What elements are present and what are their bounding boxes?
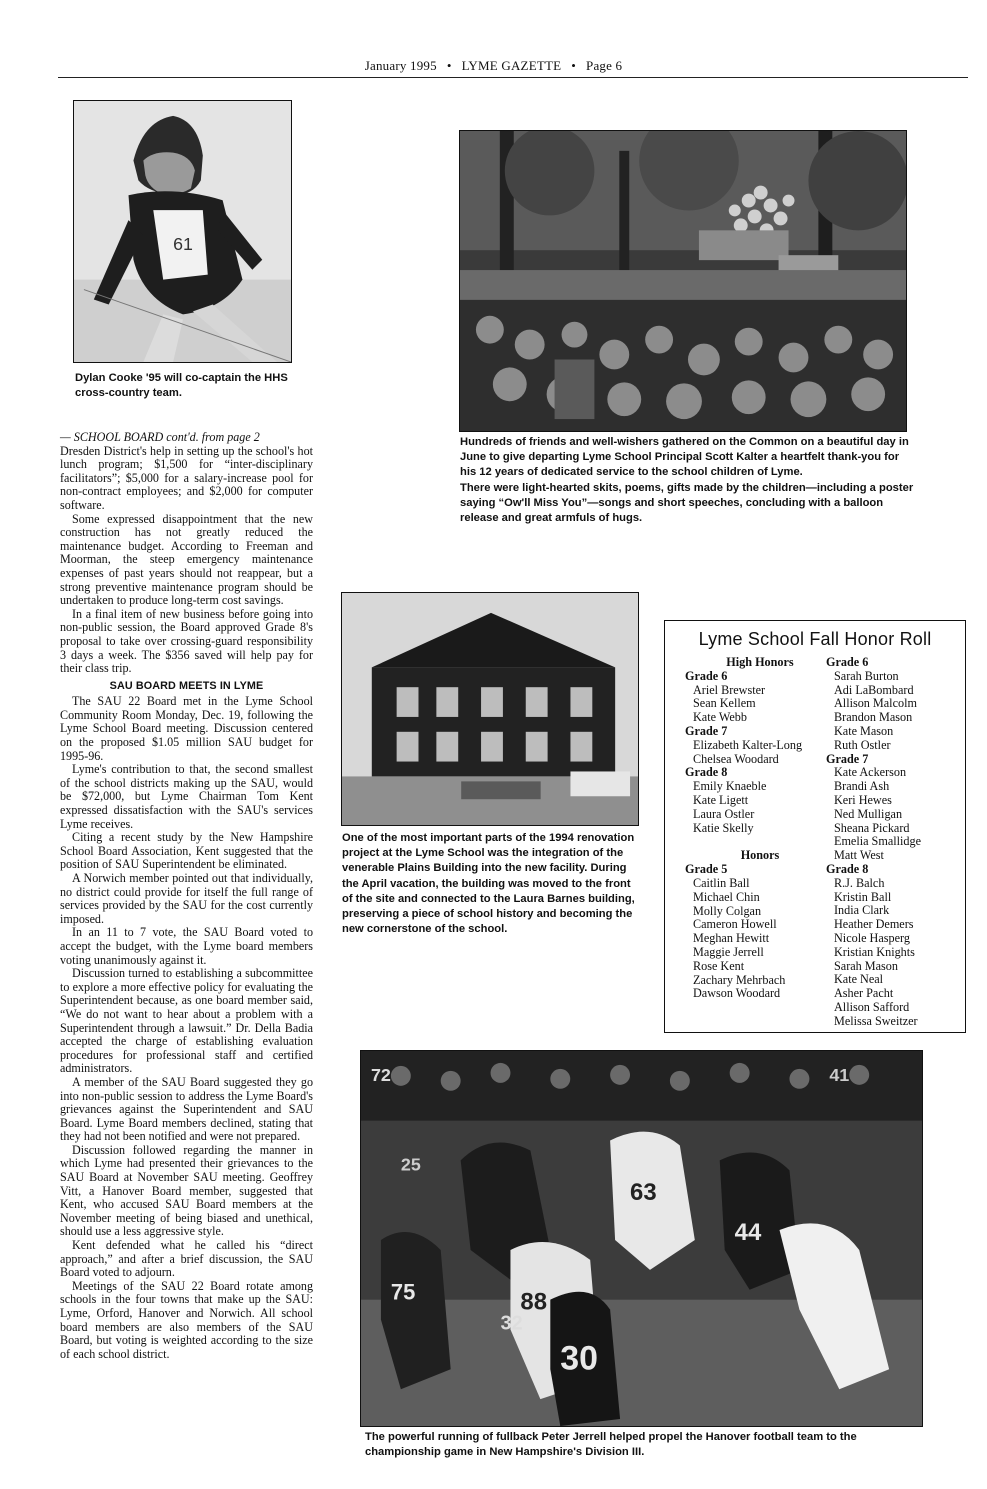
honor-name: Sean Kellem (693, 696, 756, 711)
honor-name: Nicole Hasperg (834, 930, 910, 945)
honor-name: Sarah Mason (834, 958, 898, 973)
honor-name: Adi LaBombard (834, 682, 914, 697)
jersey-number: 63 (630, 1179, 657, 1207)
gathering-caption (460, 435, 915, 526)
article-first-paragraph: — SCHOOL BOARD cont'd. from page 2 Dresden District's help in setting up the school's hot lunch program; $1,500 for “inter-disciplinary facilitators”; $5,000 for a salary-increase pool for non-contract employees; and $2,000 for computer software. (60, 430, 313, 512)
honor-name: Heather Demers (834, 917, 914, 932)
grade-heading: Grade 7 (685, 723, 728, 738)
honor-name: Kristian Knights (834, 944, 915, 959)
article-paragraph: In an 11 to 7 vote, the SAU Board voted to accept the budget, with the Lyme board members voting unanimously against it. (60, 925, 313, 967)
honor-roll-right-column (826, 656, 961, 1029)
gathering-caption-part1: Hundreds of friends and well-wishers gathered on the Common on a beautiful day in June to give departing Lyme School Principal Scott Kalter a heartfelt thank-you for his 12 years of dedicated service to the school children of Lyme. (460, 436, 909, 479)
honors-heading: Honors (740, 848, 780, 863)
plains-building-caption: One of the most important parts of the 1994 renovation project at the Lyme School was the integration of the venerable Plains Building into the new facility. During the April vacation, the building was moved to the front of the site and connected to the Laura Barnes building, preserving a piece of school history and becoming the new cornerstone of the school. (342, 832, 635, 936)
plains-building-photo (341, 592, 639, 826)
grade-heading: Grade 6 (826, 655, 869, 669)
article-paragraph: In a final item of new business before going into non-public session, the Board approved Grade 8's proposal to take over crossing-guard responsibility 3 days a week. The $356 saved will help pay for their class trip. (60, 606, 313, 676)
continued-from-line: — SCHOOL BOARD cont'd. from page 2 (60, 430, 260, 444)
jersey-number: 44 (734, 1219, 762, 1246)
honor-name: Brandon Mason (834, 710, 913, 725)
honor-name: Sheana Pickard (834, 820, 910, 835)
honor-name: Allison Malcolm (834, 696, 917, 711)
gathering-caption-part2: There were light-hearted skits, poems, gifts made by the children—including a poster saying “Ow'll Miss You”—songs and short speeches, concluding with a balloon release and great armfuls of hugs. (460, 481, 914, 525)
honor-name: Meghan Hewitt (693, 931, 770, 946)
publication-name: LYME GAZETTE (461, 58, 562, 73)
jersey-number: 72 (370, 1064, 391, 1085)
honor-name: Ruth Ostler (834, 737, 891, 752)
honor-name: Dawson Woodard (693, 986, 781, 1001)
honor-name: Brandi Ash (834, 779, 890, 794)
honor-name: Rose Kent (693, 958, 745, 973)
honor-name: Matt West (834, 848, 884, 863)
grade-heading: Grade 6 (685, 668, 728, 683)
honor-name: Chelsea Woodard (693, 751, 779, 766)
grade-heading: Grade 7 (826, 751, 869, 766)
honor-name: India Clark (834, 903, 890, 918)
page-number: Page 6 (586, 58, 623, 73)
gathering-photo (459, 130, 907, 432)
bib-number: 61 (173, 233, 193, 254)
header-rule (58, 77, 968, 78)
honor-name: Keri Hewes (834, 792, 892, 807)
honor-roll-box (664, 620, 966, 1033)
grade-heading: Grade 8 (826, 861, 869, 876)
honor-name: Kristin Ball (834, 889, 892, 904)
honor-name: Ariel Brewster (693, 682, 766, 697)
honor-name: Kate Mason (834, 723, 894, 738)
honor-name: Melissa Sweitzer (834, 1013, 918, 1028)
article-paragraph: Discussion followed regarding the manner in which Lyme had presented their grievances to the SAU Board at November SAU meeting. Geoffrey Vitt, a Hanover Board member, suggested that Kent, who accused SAU Board members at the November meeting of being biased and unethical, should use a less aggressive style. (60, 1142, 313, 1239)
article-subhead: SAU BOARD MEETS IN LYME (109, 679, 264, 692)
article-paragraph: Lyme's contribution to that, the second smallest of the school districts making up the SAU, would be $72,000, but Lyme Chairman Tom Kent expressed dissatisfaction with the SAU's services Lyme receives. (60, 762, 313, 831)
article-paragraph: Meetings of the SAU 22 Board rotate among schools in the four towns that make up the SAU: Lyme, Orford, Hanover and Norwich. All school board members are also members of the SAU Board, but voting is weighted according to the size of each school district. (60, 1278, 313, 1361)
jersey-number: 88 (520, 1288, 548, 1316)
grade-heading: Grade 8 (685, 765, 728, 780)
honor-name: Asher Pacht (834, 986, 894, 1001)
football-photo (360, 1050, 923, 1427)
honor-name: Sarah Burton (834, 668, 899, 683)
jersey-number: 30 (560, 1339, 598, 1378)
honor-name: Maggie Jerrell (693, 944, 764, 959)
honor-name: Kate Ackerson (834, 765, 907, 780)
article-paragraph: Kent defended what he called his “direct approach,” and after a brief discussion, the SAU Board voted to adjourn. (60, 1238, 313, 1280)
article-paragraph: Citing a recent study by the New Hampshire School Board Association, Kent suggested that the position of SAU Superintendent be eliminated. (60, 830, 313, 872)
honor-name: Kate Ligett (693, 792, 749, 807)
article-paragraph: Some expressed disappointment that the new construction has not greatly reduced the maintenance budget. According to Freeman and Moorman, the steep emergency maintenance expenses of past years should not reappear, but a strong preventive maintenance program should be undertaken to produce long-term cost savings. (60, 511, 313, 608)
honor-name: R.J. Balch (834, 875, 885, 890)
honor-name: Laura Ostler (693, 806, 755, 821)
jersey-number: 25 (400, 1154, 421, 1175)
article-paragraph: Discussion turned to establishing a subcommittee to explore a more effective policy for evaluating the Superintendent because, as one board member said, “We do not want to hear about a problem with a Superintendent through a lawsuit.” Dr. Della Badia accepted the charge of establishing evaluation procedures for professional staff and certified administrators. (60, 966, 313, 1076)
honor-name: Emily Knaeble (693, 779, 767, 794)
honor-roll-left-column (685, 656, 835, 1001)
page-header: January 1995 • LYME GAZETTE • Page 6 (364, 58, 623, 73)
honor-roll-title: Lyme School Fall Honor Roll (698, 629, 932, 649)
jersey-number: 75 (390, 1279, 416, 1305)
runner-photo (73, 100, 292, 363)
article-paragraph: A Norwich member pointed out that individually, no district could provide for itself the full range of services provided by the SAU for the cost currently imposed. (60, 871, 313, 926)
honor-name: Allison Safford (834, 999, 910, 1014)
high-honors-heading: High Honors (726, 655, 794, 669)
article-paragraph: The SAU 22 Board met in the Lyme School Community Room Monday, Dec. 19, following the Lyme School Board meeting. Discussion centered on the proposed $1.05 million SAU budget for 1995-96. (60, 694, 313, 763)
jersey-number: 32 (500, 1312, 523, 1335)
honor-name: Zachary Mehrbach (693, 972, 786, 987)
jersey-number: 41 (829, 1064, 850, 1085)
football-caption: The powerful running of fullback Peter Jerrell helped propel the Hanover football team to the championship game in New Hampshire's Division III. (365, 1431, 857, 1459)
honor-name: Emelia Smallidge (834, 834, 921, 849)
honor-name: Elizabeth Kalter-Long (693, 737, 803, 752)
issue-date: January 1995 (364, 58, 437, 73)
school-board-article (60, 431, 313, 1361)
honor-name: Katie Skelly (693, 820, 754, 835)
article-paragraph: A member of the SAU Board suggested they go into non-public session to address the Lyme Board's grievances against the Superintendent and SAU Board. Lyme Board members declined, stating that they had not been notified and were not prepared. (60, 1074, 313, 1144)
honor-name: Kate Neal (834, 972, 884, 987)
honor-name: Caitlin Ball (693, 875, 750, 890)
honor-name: Kate Webb (693, 710, 747, 725)
honor-name: Molly Colgan (693, 903, 762, 918)
honor-name: Michael Chin (693, 889, 760, 904)
grade-heading: Grade 5 (685, 862, 728, 877)
runner-caption: Dylan Cooke '95 will co-captain the HHS cross-country team. (75, 372, 288, 400)
honor-name: Cameron Howell (693, 917, 777, 932)
honor-name: Ned Mulligan (834, 806, 903, 821)
